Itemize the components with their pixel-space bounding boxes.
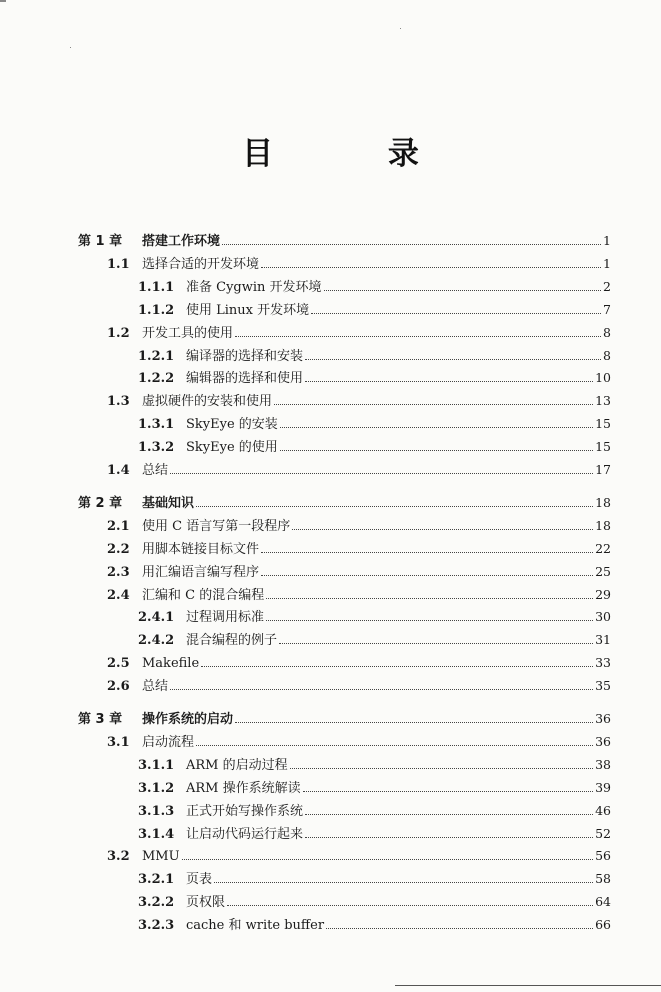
leader-dots [303, 779, 593, 792]
toc-title: 用汇编语言编写程序 [142, 564, 260, 580]
toc-section [107, 847, 611, 865]
toc-number: 2.5 [107, 656, 130, 672]
toc-title: SkyEye 的安装 [186, 417, 278, 433]
toc-title: 混合编程的例子 [186, 633, 278, 649]
toc-subsection [138, 301, 611, 319]
toc-number: 1.3 [107, 394, 130, 410]
toc-page-number: 10 [595, 370, 611, 386]
toc-number: 2.4.2 [138, 633, 175, 649]
toc-title: ARM 的启动过程 [186, 757, 288, 773]
leader-dots [290, 756, 593, 769]
toc-number: 2.2 [107, 541, 130, 557]
toc-chapter [78, 232, 611, 250]
toc-title: 基础知识 [142, 495, 195, 511]
toc-number: 1.1.2 [138, 302, 175, 318]
toc-page-number: 29 [595, 586, 611, 602]
toc-page-number: 56 [595, 848, 611, 864]
toc-subsection [138, 779, 611, 797]
toc-subsection [138, 893, 611, 911]
leader-dots [235, 324, 601, 337]
toc-number: 3.1.3 [138, 803, 175, 819]
toc-section [107, 733, 611, 751]
leader-dots [274, 392, 593, 405]
toc-title: 汇编和 C 的混合编程 [142, 587, 265, 603]
toc-title: 用脚本链接目标文件 [142, 541, 260, 557]
leader-dots [305, 347, 601, 360]
toc-page-number: 18 [595, 517, 611, 533]
leader-dots [227, 893, 593, 906]
toc-number: 1.3.2 [138, 440, 175, 456]
toc-number: 3.2.3 [138, 918, 175, 934]
toc-page-number: 33 [595, 655, 611, 671]
toc-subsection [138, 916, 611, 934]
toc-number: 3.1.1 [138, 757, 175, 773]
leader-dots [266, 608, 593, 621]
toc-subsection [138, 802, 611, 820]
toc-number: 1.4 [107, 463, 130, 478]
toc-page-number: 1 [603, 233, 611, 248]
toc-section [107, 461, 611, 479]
toc-page-number: 18 [595, 494, 611, 510]
toc-subsection [138, 608, 611, 626]
leader-dots [201, 654, 593, 667]
leader-dots [235, 710, 593, 723]
toc-page-number: 36 [595, 711, 611, 726]
toc-subsection [138, 347, 611, 365]
toc-number: 1.3.1 [138, 417, 175, 433]
toc-section [107, 255, 611, 273]
leader-dots [222, 232, 601, 245]
toc-page-number: 30 [595, 609, 611, 625]
leader-dots [214, 870, 593, 883]
toc-title: 启动流程 [142, 734, 195, 750]
toc-title: cache 和 write buffer [186, 918, 325, 934]
toc-number: 2.4 [107, 587, 130, 603]
toc-title: 操作系统的启动 [142, 712, 234, 727]
toc-page-number: 8 [603, 324, 611, 340]
toc-title: 搭建工作环境 [142, 234, 221, 249]
toc-section [107, 654, 611, 672]
toc-title: 开发工具的使用 [142, 325, 234, 341]
toc-section [107, 677, 611, 695]
toc-title: ARM 操作系统解读 [186, 780, 301, 796]
toc-number: 3.2 [107, 849, 130, 865]
toc-title: 选择合适的开发环境 [142, 256, 260, 272]
leader-dots [196, 733, 593, 746]
toc-title: 编译器的选择和安装 [186, 348, 304, 364]
toc-page-number: 25 [595, 563, 611, 579]
toc-page-number: 66 [595, 917, 611, 933]
leader-dots [266, 586, 593, 599]
leader-dots [170, 461, 593, 474]
leader-dots [170, 677, 593, 690]
toc-chapter [78, 494, 611, 512]
scan-artifact [0, 0, 6, 2]
toc-subsection [138, 415, 611, 433]
toc-chapter [78, 710, 611, 728]
leader-dots [311, 301, 601, 314]
leader-dots [182, 847, 594, 860]
page-title: 目 录 [242, 136, 471, 172]
toc-page-number: 7 [603, 301, 611, 317]
leader-dots [261, 540, 593, 553]
toc-page-number: 39 [595, 779, 611, 795]
toc-number: 3.2.1 [138, 872, 175, 888]
toc-title: 使用 C 语言写第一段程序 [142, 518, 291, 534]
scan-artifact [400, 28, 401, 29]
toc-section [107, 540, 611, 558]
toc-title: 过程调用标准 [186, 610, 265, 626]
leader-dots [305, 369, 593, 382]
toc-subsection [138, 756, 611, 774]
toc-number: 2.4.1 [138, 610, 175, 626]
toc-title: 总结 [142, 679, 169, 695]
toc-subsection [138, 369, 611, 387]
scan-artifact [70, 47, 71, 48]
toc-page-number: 35 [595, 678, 611, 694]
toc-title: 页表 [186, 872, 213, 888]
toc-section [107, 324, 611, 342]
toc-title: 使用 Linux 开发环境 [186, 302, 310, 318]
scan-artifact [395, 985, 661, 986]
toc-title: 让启动代码运行起来 [186, 826, 304, 842]
leader-dots [261, 563, 593, 576]
toc-number: 2.3 [107, 564, 130, 580]
toc-title: Makefile [142, 656, 200, 672]
toc-title: 页权限 [186, 895, 226, 911]
toc-title: 正式开始写操作系统 [186, 803, 304, 819]
toc-number: 2.6 [107, 679, 130, 695]
toc-page-number: 8 [603, 347, 611, 363]
toc-subsection [138, 631, 611, 649]
toc-page-number: 1 [603, 255, 611, 271]
toc-section [107, 586, 611, 604]
toc-section [107, 517, 611, 535]
toc-page-number: 15 [595, 416, 611, 432]
toc-subsection [138, 870, 611, 888]
toc-page-number: 17 [595, 462, 611, 477]
toc-section [107, 563, 611, 581]
leader-dots [326, 916, 593, 929]
toc-page-number: 13 [595, 393, 611, 409]
toc-subsection [138, 825, 611, 843]
leader-dots [292, 517, 593, 530]
leader-dots [305, 825, 593, 838]
toc-page-number: 15 [595, 439, 611, 455]
toc-title: MMU [142, 849, 180, 865]
toc-number: 第 1 章 [78, 234, 123, 249]
toc-number: 3.1.4 [138, 826, 175, 842]
toc-subsection [138, 438, 611, 456]
toc-page-number: 31 [595, 632, 611, 648]
leader-dots [324, 278, 602, 291]
leader-dots [261, 255, 601, 268]
leader-dots [305, 802, 593, 815]
toc-number: 3.1 [107, 734, 130, 750]
toc-number: 3.2.2 [138, 895, 175, 911]
toc-title: 虚拟硬件的安装和使用 [142, 394, 273, 410]
toc-page-number: 58 [595, 871, 611, 887]
toc-title: SkyEye 的使用 [186, 440, 278, 456]
toc-number: 1.1 [107, 256, 130, 272]
toc-page-number: 36 [595, 733, 611, 749]
toc-number: 1.2 [107, 325, 130, 341]
toc-number: 1.2.2 [138, 371, 175, 387]
toc-page-number: 52 [595, 825, 611, 841]
toc-page-number: 22 [595, 540, 611, 556]
toc-subsection [138, 278, 611, 296]
toc-title: 总结 [142, 463, 169, 478]
toc-number: 第 3 章 [78, 712, 123, 727]
toc-number: 1.1.1 [138, 279, 175, 295]
toc-number: 2.1 [107, 518, 130, 534]
toc-page-number: 46 [595, 802, 611, 818]
leader-dots [196, 494, 593, 507]
toc-page-number: 38 [595, 756, 611, 772]
toc-section [107, 392, 611, 410]
toc-page-number: 64 [595, 894, 611, 910]
toc-number: 第 2 章 [78, 495, 123, 511]
toc-number: 3.1.2 [138, 780, 175, 796]
toc-number: 1.2.1 [138, 348, 175, 364]
leader-dots [280, 438, 593, 451]
toc-title: 准备 Cygwin 开发环境 [186, 279, 322, 295]
toc-title: 编辑器的选择和使用 [186, 371, 304, 387]
toc-page-number: 2 [603, 278, 611, 294]
leader-dots [279, 631, 593, 644]
leader-dots [280, 415, 593, 428]
